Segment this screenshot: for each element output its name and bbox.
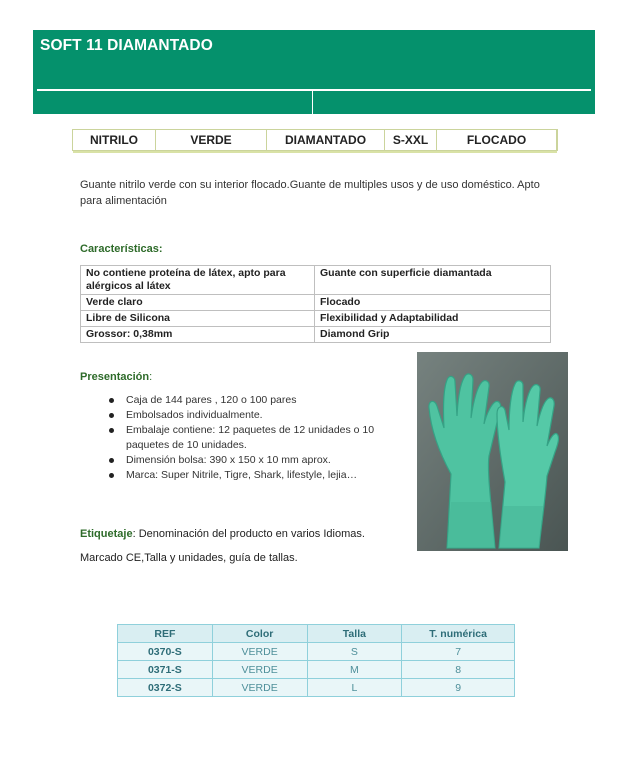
column-header: Talla [307,625,402,643]
page-title: SOFT 11 DIAMANTADO [40,37,213,54]
color-cell: VERDE [212,643,307,661]
spec-sizes: S-XXL [385,130,437,150]
feature-cell: Grossor: 0,38mm [81,327,315,343]
numeric-size-cell: 9 [402,679,515,697]
presentation-heading-colon: : [149,371,153,383]
spec-bar [72,129,558,151]
gloves-icon [417,352,568,551]
spec-surface: DIAMANTADO [267,130,385,150]
feature-cell: Verde claro [81,295,315,311]
marking-paragraph: Marcado CE,Talla y unidades, guía de tallas. [80,552,298,564]
spec-material: NITRILO [73,130,156,150]
table-row [81,295,551,311]
color-cell: VERDE [212,679,307,697]
table-header-row [118,625,515,643]
table-row [118,643,515,661]
presentation-heading-label: Presentación [80,371,150,383]
feature-cell: Libre de Silicona [81,311,315,327]
spec-color: VERDE [156,130,267,150]
feature-cell: Diamond Grip [315,327,551,343]
characteristics-heading: Características: [80,243,163,255]
table-row [81,311,551,327]
size-cell: M [307,661,402,679]
spec-lining: FLOCADO [437,130,557,150]
banner-divider [37,89,591,91]
feature-cell: Guante con superficie diamantada [315,266,551,295]
presentation-heading [80,371,152,383]
feature-cell: No contiene proteína de látex, apto para alérgicos al látex [81,266,315,295]
list-item: Embalaje contiene: 12 paquetes de 12 unidades o 10 paquetes de 10 unidades. [108,423,388,453]
column-header: T. numérica [402,625,515,643]
list-item: Dimensión bolsa: 390 x 150 x 10 mm aprox. [108,453,388,468]
labeling-text: : Denominación del producto en varios Idiomas. [132,528,365,540]
table-row [118,661,515,679]
title-banner [33,30,595,114]
characteristics-table [80,265,551,343]
column-header: REF [118,625,213,643]
size-cell: S [307,643,402,661]
labeling-paragraph [80,528,365,540]
feature-cell: Flexibilidad y Adaptabilidad [315,311,551,327]
presentation-list [108,393,388,483]
ref-code-cell: 0370-S [118,643,213,661]
feature-cell: Flocado [315,295,551,311]
product-photo [417,352,568,551]
color-cell: VERDE [212,661,307,679]
numeric-size-cell: 8 [402,661,515,679]
table-row [81,266,551,295]
list-item: Caja de 144 pares , 120 o 100 pares [108,393,388,408]
table-row [81,327,551,343]
numeric-size-cell: 7 [402,643,515,661]
product-description: Guante nitrilo verde con su interior flocado.Guante de multiples usos y de uso doméstico. Apto para alimentación [80,179,540,207]
list-item: Embolsados individualmente. [108,408,388,423]
ref-code-cell: 0372-S [118,679,213,697]
list-item: Marca: Super Nitrile, Tigre, Shark, lifestyle, lejia… [108,468,388,483]
spec-bar-underline [73,151,557,153]
size-cell: L [307,679,402,697]
banner-column-divider [312,91,313,114]
reference-table [117,624,515,697]
column-header: Color [212,625,307,643]
table-row [118,679,515,697]
ref-code-cell: 0371-S [118,661,213,679]
labeling-label: Etiquetaje [80,528,133,540]
